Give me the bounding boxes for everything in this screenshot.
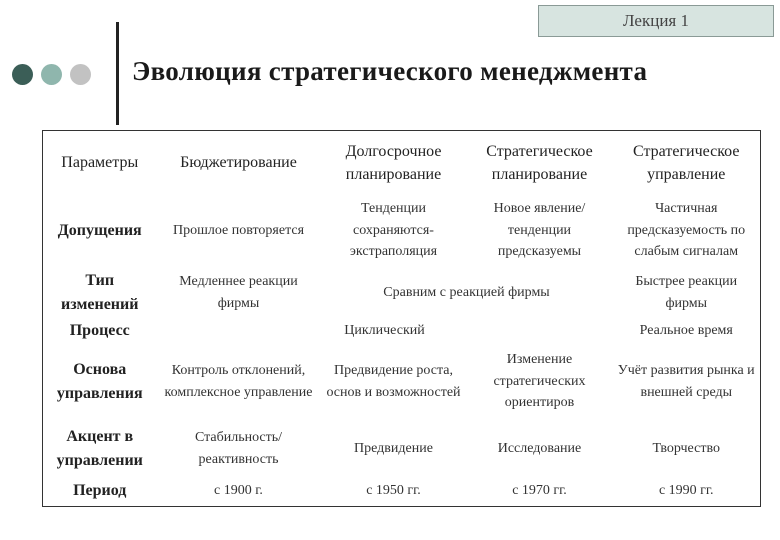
- evolution-table: [42, 130, 761, 507]
- cell: с 1970 гг.: [512, 483, 567, 499]
- lecture-label: Лекция 1: [538, 5, 774, 37]
- row-label-emphasis: Акцент в управлении: [56, 427, 143, 469]
- cell: Медленнее реакции фирмы: [179, 273, 298, 311]
- dot-dark-icon: [12, 64, 33, 85]
- cell: Прошлое повторяется: [172, 222, 305, 238]
- cell: Творчество: [652, 440, 720, 456]
- col-header-parameters: Параметры: [61, 154, 139, 172]
- col-header-strat-management: Стратегическое управление: [633, 142, 740, 183]
- cell: с 1950 гг.: [366, 483, 421, 499]
- row-label-assumptions: Допущения: [57, 221, 142, 239]
- table-row: [43, 195, 761, 267]
- table-header-row: [43, 131, 761, 195]
- cell: с 1990 гг.: [658, 483, 714, 499]
- cell: с 1900 г.: [214, 483, 263, 499]
- cell: Реальное время: [639, 322, 733, 338]
- col-header-budgeting: Бюджетирование: [180, 154, 297, 172]
- cell: Изменение стратегических ориентиров: [493, 351, 586, 411]
- slide-title: Эволюция стратегического менеджмента: [132, 56, 648, 86]
- table-row: [43, 421, 761, 477]
- row-label-management-basis: Основа управления: [56, 360, 143, 402]
- cell: Новое явление/ тенденции предсказуемы: [493, 200, 586, 260]
- table-row: [43, 319, 761, 343]
- row-label-line: Тип: [85, 271, 115, 289]
- cell: Частичная предсказуемость по слабым сигналам: [627, 200, 746, 260]
- cell: Стабильность/ реактивность: [194, 429, 283, 467]
- cell: Циклический: [344, 322, 425, 338]
- cell: Учёт развития рынка и внешней среды: [617, 362, 755, 400]
- table-row: [43, 477, 761, 507]
- col-header-strat-planning: Стратегическое планирование: [486, 142, 593, 183]
- cell: Предвидение роста, основ и возможностей: [326, 362, 461, 400]
- cell: Исследование: [497, 440, 582, 456]
- row-label-line: изменений: [61, 295, 139, 313]
- cell: Быстрее реакции фирмы: [635, 273, 738, 311]
- decorative-dots: [12, 64, 91, 85]
- cell: Контроль отклонений, комплексное управление: [164, 362, 313, 400]
- row-label-period: Период: [73, 482, 127, 500]
- table-row: [43, 267, 761, 319]
- cell: Предвидение: [354, 440, 433, 456]
- row-label-change-type: [43, 267, 157, 319]
- dot-light-icon: [70, 64, 91, 85]
- dot-medium-icon: [41, 64, 62, 85]
- title-divider: [116, 22, 119, 125]
- row-label-process: Процесс: [69, 321, 130, 339]
- cell: Сравним с реакцией фирмы: [383, 284, 550, 300]
- cell: Тенденции сохраняются- экстраполяция: [349, 200, 438, 260]
- col-header-longterm: Долгосрочное планирование: [345, 142, 442, 183]
- table-row: [43, 343, 761, 421]
